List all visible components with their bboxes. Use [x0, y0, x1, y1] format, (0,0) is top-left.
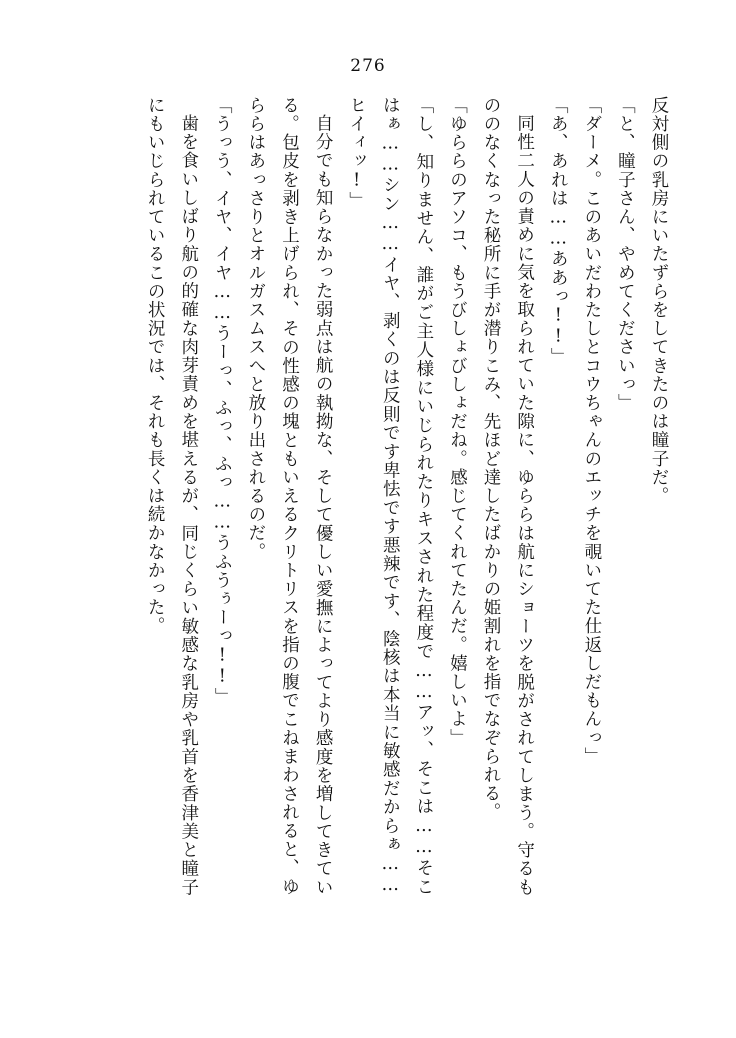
- paragraph: 「あ、あれは……ああっ!!」: [548, 96, 569, 367]
- paragraph: 「ゆららのアソコ、もうびしょびしょだね。感じてくれてたんだ。嬉しいよ」: [447, 96, 468, 747]
- paragraph: 「し、知りません、誰がご主人様にいじられたりキスされた程度で……アッ、そこは……そこはぁ……シン……イヤ、剥くのは反則です卑怯です悪辣です、陰核は本当に敏感だからぁ……ヒイィッ!」: [346, 96, 434, 896]
- paragraph: 歯を食いしばり航の的確な肉芽責めを堪えるが、同じくらい敏感な乳房や乳首を香津美と瞳子にもいじられているこの状況では、それも長くは続かなかった。: [145, 96, 199, 896]
- paragraph: 「うっう、イヤ、イヤ……うーっ、ふっ、ふっ……うふうぅーっ!!」: [212, 96, 233, 707]
- page-body-text: [60, 96, 675, 896]
- paragraph: 「と、瞳子さん、やめてくださいっ」: [615, 96, 636, 413]
- paragraph: 反対側の乳房にいたずらをしてきたのは瞳子だ。: [649, 96, 669, 506]
- paragraph: 自分でも知らなかった弱点は航の執拗な、そして優しい愛撫によってより感度を増してきている。包皮を剥き上げられ、その性感の塊ともいえるクリトリスを指の腹でこねまわされると、ゆららはあっさりとオルガスムスへと放り出されるのだ。: [245, 96, 334, 896]
- paragraph: 同性二人の責めに気を取られていた隙に、ゆららは航にショーツを脱がされてしまう。守るもののなくなった秘所に手が潜りこみ、先ほど達したばかりの姫割れを指でなぞられる。: [481, 96, 535, 896]
- paragraph: 「ダーメ。このあいだわたしとコウちゃんのエッチを覗いてた仕返しだもんっ」: [581, 96, 602, 766]
- page-number: 276: [350, 56, 386, 76]
